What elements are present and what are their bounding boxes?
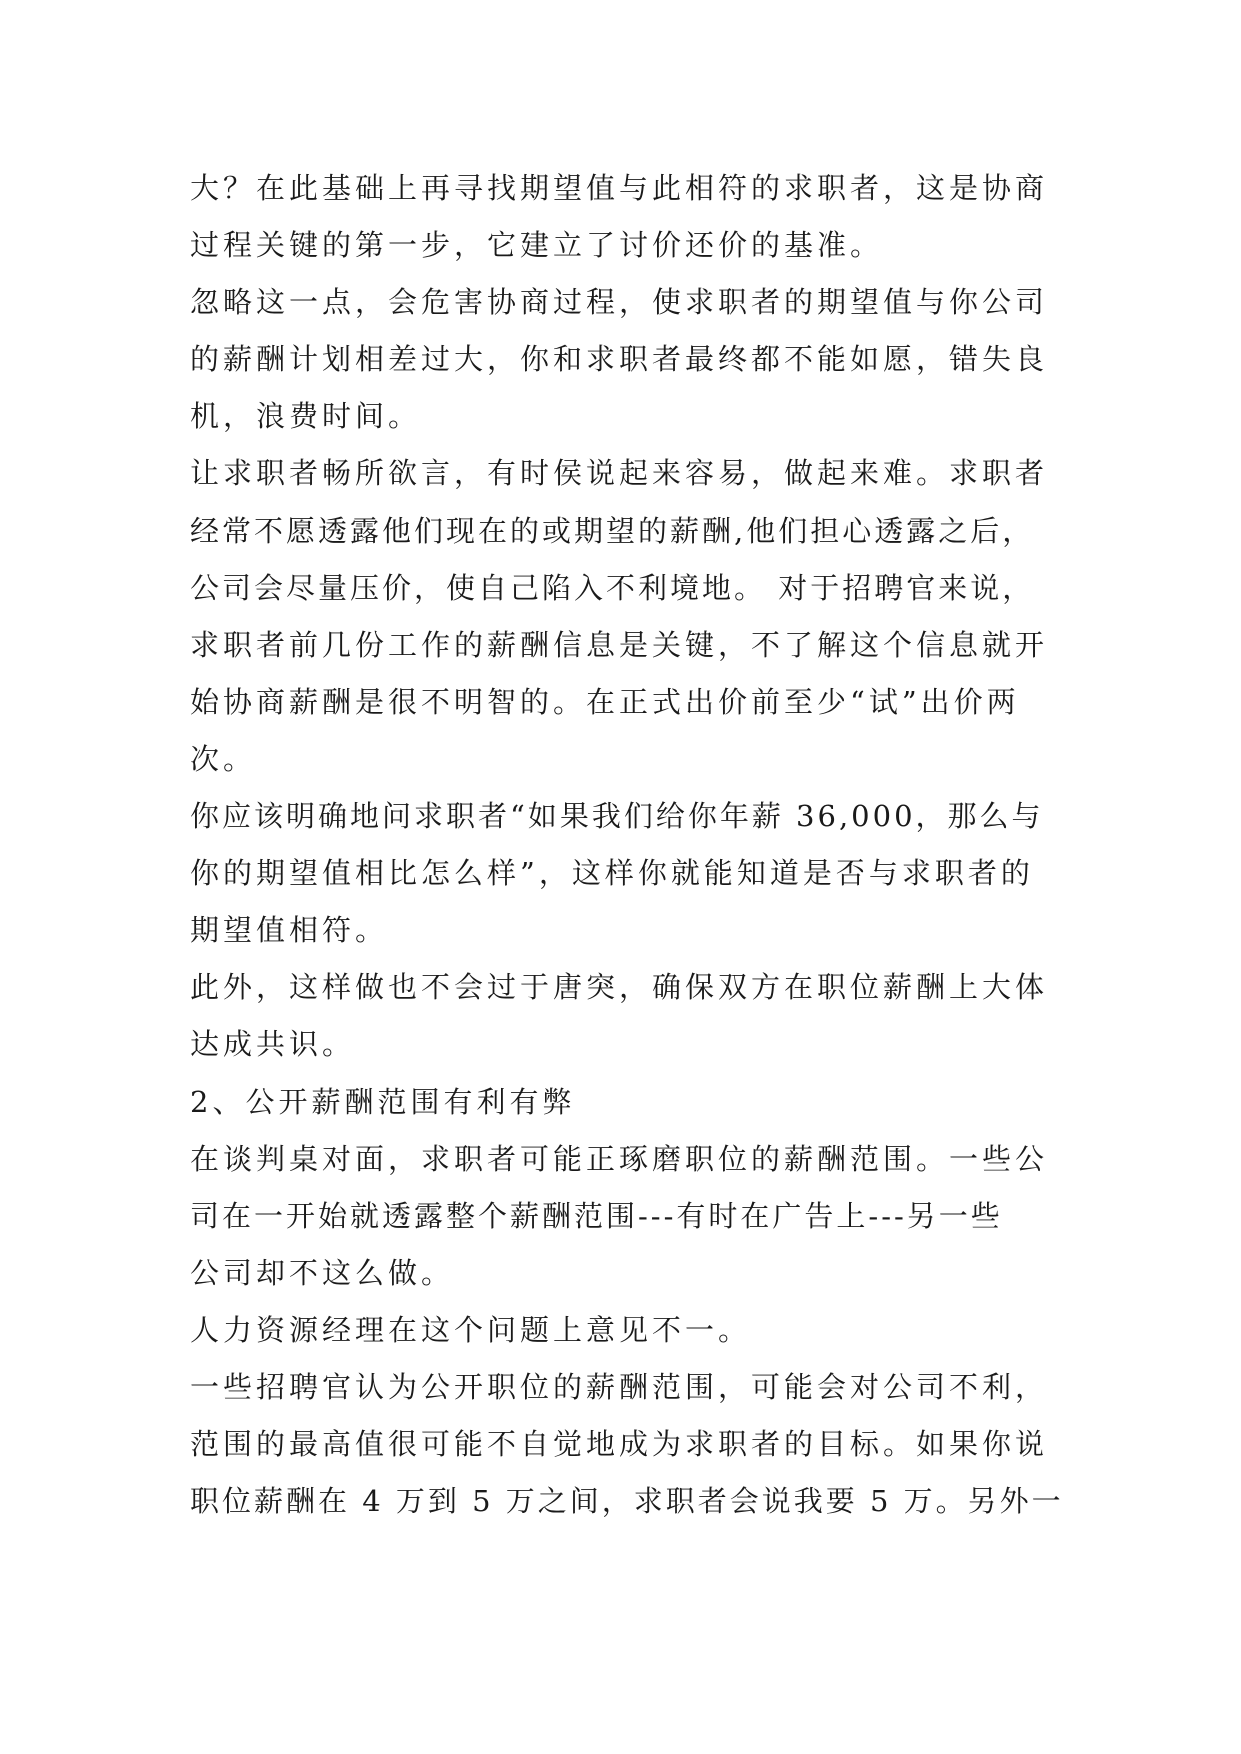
text-line: 此外，这样做也不会过于唐突，确保双方在职位薪酬上大体 — [190, 970, 1049, 1005]
text-line: 忽略这一点，会危害协商过程，使求职者的期望值与你公司 — [190, 285, 1049, 320]
text-line: 公司却不这么做。 — [190, 1255, 455, 1290]
text-line: 达成共识。 — [190, 1027, 356, 1062]
text-line: 始协商薪酬是很不明智的。在正式出价前至少“试”出价两 — [190, 684, 1020, 719]
text-line: 司在一开始就透露整个薪酬范围---有时在广告上---另一些 — [190, 1198, 1003, 1233]
text-line: 在谈判桌对面，求职者可能正琢磨职位的薪酬范围。一些公 — [190, 1141, 1049, 1176]
text-line: 机，浪费时间。 — [190, 399, 422, 434]
text-line: 让求职者畅所欲言，有时侯说起来容易，做起来难。求职者 — [190, 456, 1049, 491]
text-line: 求职者前几份工作的薪酬信息是关键，不了解这个信息就开 — [190, 627, 1049, 662]
text-line: 大？在此基础上再寻找期望值与此相符的求职者，这是协商 — [190, 171, 1049, 205]
text-line: 公司会尽量压价，使自己陷入不利境地。 对于招聘官来说， — [190, 570, 1035, 605]
text-line: 次。 — [190, 741, 257, 776]
text-line: 你的期望值相比怎么样”，这样你就能知道是否与求职者的 — [190, 856, 1034, 891]
text-line: 你应该明确地问求职者“如果我们给你年薪 36,000，那么与 — [190, 799, 1044, 834]
text-line: 职位薪酬在 4 万到 5 万之间，求职者会说我要 5 万。另外一 — [190, 1484, 1064, 1519]
text-line: 范围的最高值很可能不自觉地成为求职者的目标。如果你说 — [190, 1427, 1049, 1462]
text-line: 期望值相符。 — [190, 913, 389, 948]
text-line: 过程关键的第一步，它建立了讨价还价的基准。 — [190, 228, 884, 263]
text-line: 经常不愿透露他们现在的或期望的薪酬,他们担心透露之后， — [190, 513, 1035, 548]
text-line: 一些招聘官认为公开职位的薪酬范围，可能会对公司不利， — [190, 1369, 1049, 1404]
text-line: 的薪酬计划相差过大，你和求职者最终都不能如愿，错失良 — [190, 342, 1049, 377]
document-body — [190, 160, 1070, 1530]
section-heading: 2、公开薪酬范围有利有弊 — [190, 1084, 576, 1119]
text-line: 人力资源经理在这个问题上意见不一。 — [190, 1312, 752, 1347]
